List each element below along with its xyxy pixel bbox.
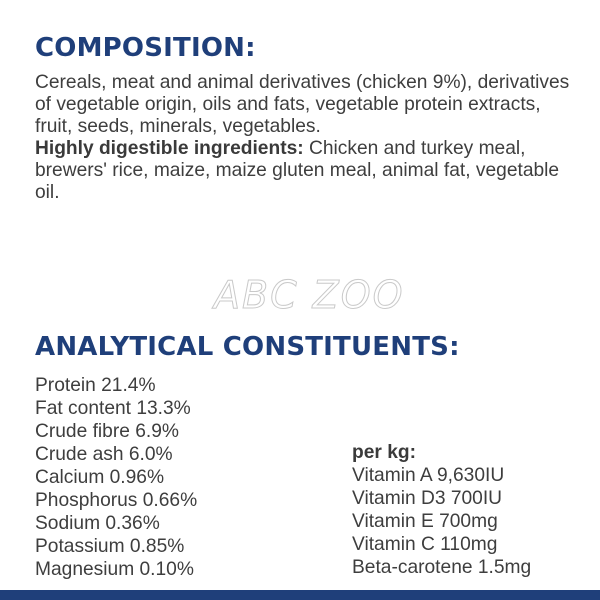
watermark: ABC ZOO: [214, 273, 405, 317]
list-item: Beta-carotene 1.5mg: [352, 557, 532, 578]
highlight-text: Chicken and turkey meal, brewers' rice, maize, maize gluten meal, animal fat, vegetable oil.: [35, 138, 560, 203]
list-item: Magnesium 0.10%: [35, 559, 194, 580]
list-item: Vitamin A 9,630IU: [352, 465, 505, 486]
list-item: Fat content 13.3%: [35, 398, 191, 419]
composition-highlight: [35, 138, 580, 204]
highlight-label: Highly digestible ingredients:: [35, 138, 304, 159]
list-item: Phosphorus 0.66%: [35, 490, 198, 511]
list-item: Vitamin E 700mg: [352, 511, 498, 532]
bottom-bar: [0, 590, 600, 600]
list-item: Vitamin D3 700IU: [352, 488, 503, 509]
list-item: Potassium 0.85%: [35, 536, 185, 557]
analytical-heading: ANALYTICAL CONSTITUENTS:: [35, 332, 460, 362]
list-item: Protein 21.4%: [35, 375, 156, 396]
per-kg-label: per kg:: [352, 442, 416, 463]
list-item: Crude fibre 6.9%: [35, 421, 179, 442]
per-kg-list: [352, 441, 531, 579]
composition-text: [35, 72, 580, 204]
list-item: Vitamin C 110mg: [352, 534, 498, 555]
list-item: Sodium 0.36%: [35, 513, 160, 534]
composition-heading: COMPOSITION:: [35, 33, 256, 63]
composition-ingredients: Cereals, meat and animal derivatives (chicken 9%), derivatives of vegetable origin, oils and fats, vegetable protein extracts, fruit, seeds, minerals, vegetables.: [35, 72, 570, 137]
nutrient-list: [35, 374, 197, 581]
list-item: Calcium 0.96%: [35, 467, 165, 488]
list-item: Crude ash 6.0%: [35, 444, 173, 465]
